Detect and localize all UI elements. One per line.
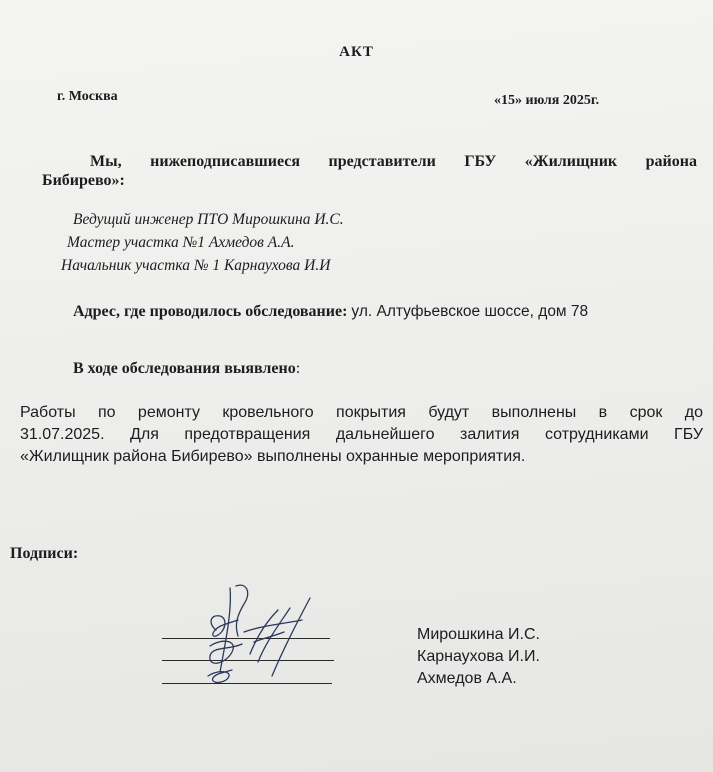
intro-paragraph <box>42 152 697 190</box>
member-1: Ведущий инженер ПТО Мирошкина И.С. <box>73 211 344 228</box>
address-label: Адрес, где проводилось обследование: <box>73 303 348 320</box>
intro-line-2: Бибирево»: <box>42 172 125 189</box>
address-line <box>73 303 588 321</box>
signatory-3: Ахмедов А.А. <box>417 670 517 687</box>
signatory-1: Мирошкина И.С. <box>417 626 540 643</box>
document-date: «15» июля 2025г. <box>494 93 600 108</box>
findings-label: В ходе обследования выявлено <box>73 360 296 377</box>
signatories-list <box>417 624 540 690</box>
intro-line-1: Мы, нижеподписавшиеся представители ГБУ «Жилищник района <box>90 153 697 170</box>
document-title: АКТ <box>339 44 374 60</box>
findings-line-2: 31.07.2025. Для предотвращения дальнейшего залития сотрудниками ГБУ <box>20 426 703 443</box>
findings-heading <box>73 360 300 378</box>
address-value: ул. Алтуфьевское шоссе, дом 78 <box>351 303 589 320</box>
signatures-label: Подписи: <box>10 545 79 562</box>
findings-line-3: «Жилищник района Бибирево» выполнены охранные мероприятия. <box>20 448 526 465</box>
member-3: Начальник участка № 1 Карнаухова И.И <box>61 257 331 274</box>
city: г. Москва <box>57 89 118 104</box>
findings-colon: : <box>295 360 301 377</box>
findings-paragraph <box>20 402 703 468</box>
member-2: Мастер участка №1 Ахмедов А.А. <box>67 234 295 251</box>
handwritten-signature <box>186 580 326 690</box>
signatory-2: Карнаухова И.И. <box>417 648 540 665</box>
findings-line-1: Работы по ремонту кровельного покрытия будут выполнены в срок до <box>20 404 703 421</box>
